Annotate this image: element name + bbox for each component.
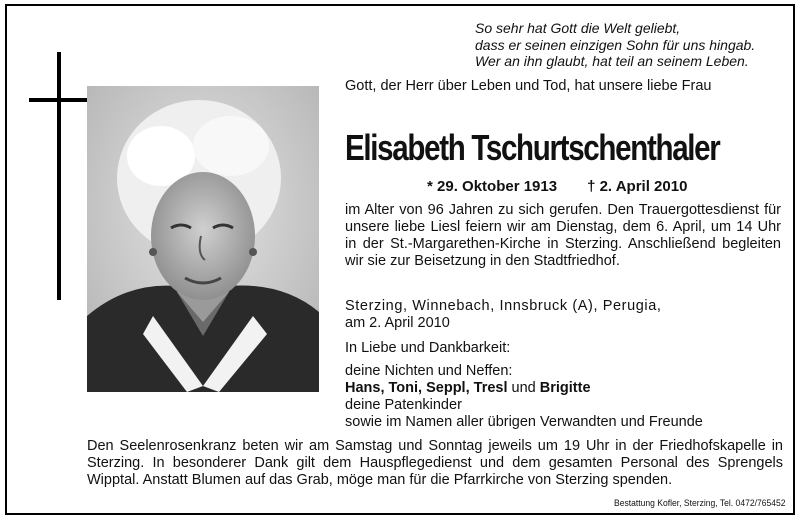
relatives-line: deine Patenkinder: [345, 397, 462, 413]
death-date: † 2. April 2010: [587, 178, 688, 195]
cross-icon: [57, 52, 61, 300]
notice-date: am 2. April 2010: [345, 315, 450, 331]
obituary-notice: [5, 4, 795, 515]
names-group: Hans, Toni, Seppl, Tresl: [345, 380, 508, 396]
relatives-line: sowie im Namen aller übrigen Verwandten und Freunde: [345, 414, 703, 430]
names-last: Brigitte: [539, 380, 591, 396]
portrait-image: [87, 86, 319, 392]
intro-text: Gott, der Herr über Leben und Tod, hat unsere liebe Frau: [345, 78, 712, 94]
relatives-list: [345, 363, 781, 431]
places: Sterzing, Winnebach, Innsbruck (A), Perugia,: [345, 298, 662, 314]
deceased-name: Elisabeth Tschurtschenthaler: [345, 127, 720, 168]
bible-quote: [475, 20, 785, 70]
quote-line: dass er seinen einzigen Sohn für uns hingab.: [475, 36, 756, 53]
place-date: [345, 298, 781, 332]
birth-date: * 29. Oktober 1913: [427, 178, 558, 195]
quote-line: Wer an ihn glaubt, hat teil an seinem Leben.: [475, 53, 749, 69]
funeral-home-credit: Bestattung Kofler, Sterzing, Tel. 0472/765452: [613, 498, 785, 509]
rosary-notice: Den Seelenrosenkranz beten wir am Samstag und Sonntag jeweils um 19 Uhr in der Friedhofskapelle in Sterzing. In besonderer Dank gilt dem Hauspflegedienst und dem gesamten Personal des Sprengels Wipptal. Anstatt Blumen auf das Grab, möge man für die Pfarrkirche von Sterzing spenden.: [87, 438, 783, 488]
relatives-names: [345, 380, 781, 397]
thanks-line: In Liebe und Dankbarkeit:: [345, 340, 511, 356]
relatives-line: deine Nichten und Neffen:: [345, 363, 513, 379]
portrait-photo: [87, 86, 319, 392]
names-conjunction: und: [511, 380, 536, 396]
funeral-details: im Alter von 96 Jahren zu sich gerufen. Den Trauergottesdienst für unsere liebe Liesl feiern wir am Dienstag, dem 6. April, um 14 Uhr in der St.-Margarethen-Kirche in Sterzing. Anschließend begleiten wir sie zur Beisetzung in den Stadtfriedhof.: [345, 202, 781, 269]
life-dates: [427, 178, 687, 195]
quote-line: So sehr hat Gott die Welt geliebt,: [475, 20, 681, 36]
cross-icon-bar: [29, 98, 87, 102]
